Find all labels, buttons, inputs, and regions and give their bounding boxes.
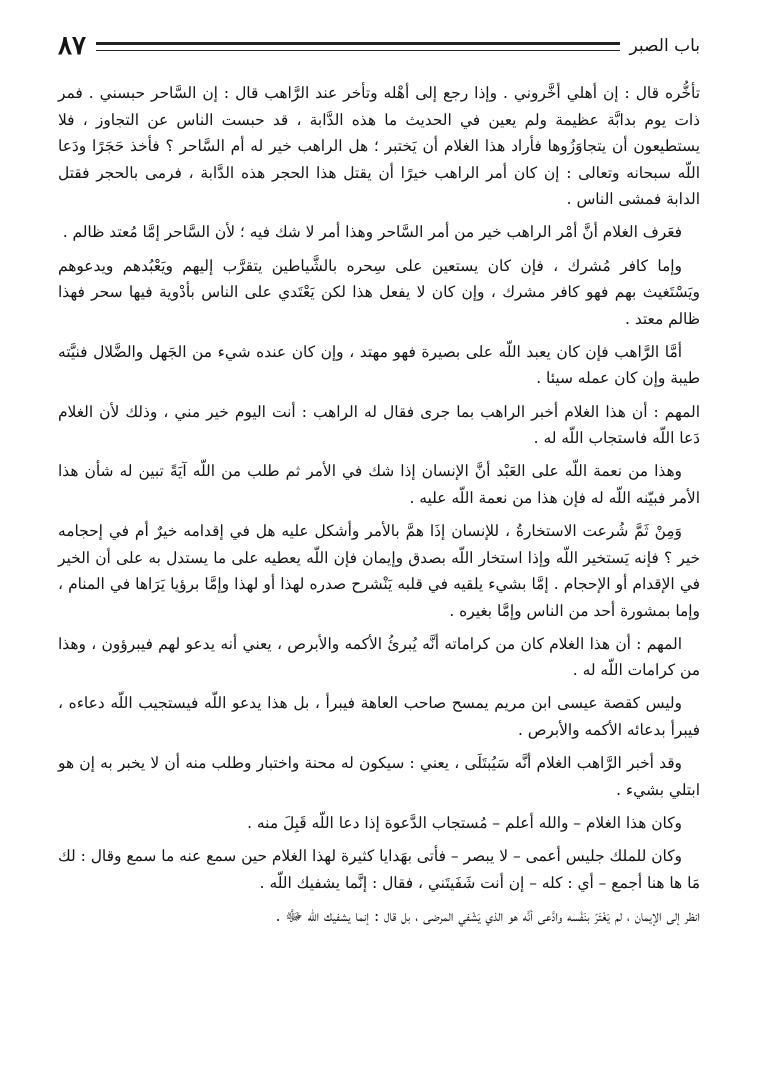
page-header	[58, 26, 700, 66]
paragraph: تأخُّره قال : إن أهلي أخَّروني . وإذا رجع إلى أهْله وتأخر عند الرَّاهب قال : إن السَّاحر حبسني . فمر ذات يوم بدابَّة عظيمة ولم يعين في الحديث ما هذه الدَّابة ، قد حبست الناس عن التجاوز ، فلا يستطيعون أن يتجاوَزُوها فأراد هذا الغلام أن يَختبر ؛ هل الراهب خير له أم السَّاحر ؟ فأخذ حَجَرًا ودَعا اللّه سبحانه وتعالى : إن كان أمر الراهب خيرًا أن يقتل هذا الحجر هذه الدَّابة ، فرمى بالحجر فقتل الدابة فمشى الناس .	[58, 84, 700, 209]
paragraph: أمَّا الرَّاهب فإن كان يعبد اللّه على بصيرة فهو مهتد ، وإن كان عنده شيء من الجَهل والضَّلال فنيَّته طيبة وإن كان عمله سيئا .	[58, 342, 700, 388]
paragraph: انظر إلى الإيمان ، لم يَغْتَرّ بنَفْسه وادَّعى أنَّه هو الذي يَشْفي المرضى ، بل قال : إنما يشفيك اللّه ﷻ .	[275, 906, 700, 925]
paragraph: وإما كافر مُشرك ، فإن كان يستعين على سِحره بالشَّياطين يتقرَّب إليهم ويَعْبُدهم ويدعوهم ويَسْتَغيث بهم فهو كافر مشرك ، وإن كان لا يفعل هذا لكن يَعْتَدي على الناس بأدْوية فيها سحر فهذا ظالم معتد .	[58, 256, 700, 328]
page-number: ٨٧	[58, 31, 86, 61]
header-divider	[96, 42, 620, 51]
paragraph: المهم : أن هذا الغلام أخبر الراهب بما جرى فقال له الراهب : أنت اليوم خير مني ، وذلك لأن الغلام دَعا اللّه فاستجاب اللّه له .	[58, 402, 700, 448]
paragraph: وكان هذا الغلام – والله أعلم – مُستجاب الدَّعوة إذا دعا اللّه قَبِلَ منه .	[247, 813, 682, 832]
paragraph: وقد أخبر الرَّاهب الغلام أنَّه سَيُبتَلَى ، يعني : سيكون له محنة واختبار وطلب منه أن لا يخبر به إن هو ابتلي بشيء .	[58, 754, 700, 799]
page-body	[58, 80, 700, 929]
paragraph: وهذا من نعمة اللّه على العَبْد أنَّ الإنسان إذا شك في الأمر ثم طلب من اللّه آيَةً تبين له شأن هذا الأمر فبيّنه اللّه له فإن هذا من نعمة اللّه عليه .	[58, 462, 700, 507]
paragraph: وليس كقصة عيسى ابن مريم يمسح صاحب العاهة فيبرأ ، بل هذا يدعو اللّه فيستجيب اللّه دعاءه ، فيبرأ بدعائه الأكمه والأبرص .	[58, 694, 700, 740]
paragraph: وكان للملك جليس أعمى – لا يبصر – فأتى بهَدايا كثيرة لهذا الغلام حين سمع عنه ما سمع وقال : لك مَا ها هنا أجمع – أي : كله – إن أنت شَفَيتَني ، فقال : إنَّما يشفيك اللّه .	[58, 846, 700, 892]
chapter-title: باب الصبر	[629, 36, 700, 56]
paragraph: المهم : أن هذا الغلام كان من كراماته أنَّه يُبرئُ الأكمه والأبرص ، يعني أنه يدعو لهم فيبرؤون ، وهذا من كرامات اللّه له .	[58, 634, 700, 680]
paragraph: فعَرف الغلام أنَّ أمْر الراهب خير من أمر السَّاحر وهذا أمر لا شك فيه ؛ لأن السَّاحر إمَّا مُعتد ظالم .	[62, 223, 682, 242]
paragraph: وَمِنْ ثَمَّ شُرعت الاستخارةُ ، للإنسان إذَا همَّ بالأمر وأشكل عليه هل في إقدامه خيرٌ أم في إحجامه خير ؟ فإنه يَستخير اللّه وإذا استخار اللّه بصدق وإيمان فإن اللّه يعطيه على ما يستدل به على أن الخير في الإقدام أو الإحجام . إمَّا بشيء يلقيه في قلبه يَنْشرح صدره لهذا أو لهذا وإمَّا برؤيا يَرَاها في المنام ، وإما بمشورة أحد من الناس وإمَّا بغيره .	[58, 521, 700, 620]
